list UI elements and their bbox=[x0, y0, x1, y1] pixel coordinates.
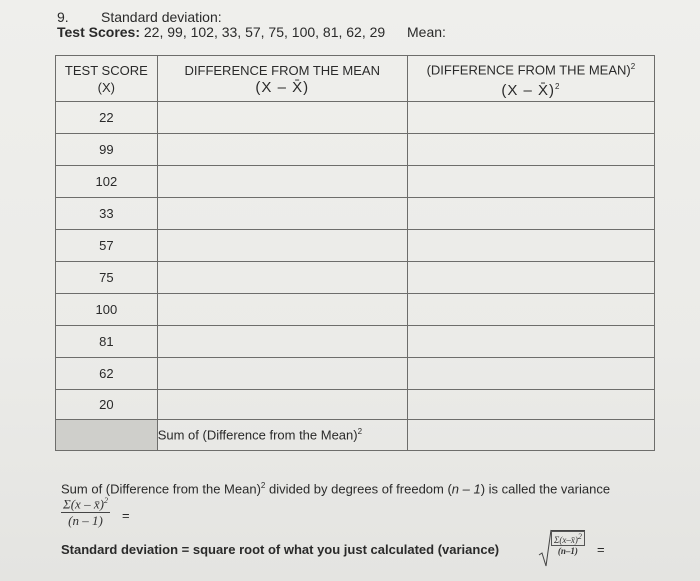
variance-fraction bbox=[61, 496, 110, 529]
variance-exponent: 2 bbox=[260, 481, 266, 490]
difference-input-cell[interactable] bbox=[157, 166, 407, 198]
sum-input-cell[interactable] bbox=[407, 420, 654, 451]
header-difference-squared bbox=[407, 56, 654, 102]
difference-input-cell[interactable] bbox=[157, 358, 407, 390]
score-cell: 22 bbox=[56, 102, 158, 134]
variance-text-b: divided by degrees of freedom ( bbox=[265, 481, 452, 497]
squared-input-cell[interactable] bbox=[407, 390, 654, 420]
question-title: Standard deviation: bbox=[101, 9, 222, 25]
squared-input-cell[interactable] bbox=[407, 326, 654, 358]
table-row bbox=[56, 166, 655, 198]
table-row bbox=[56, 294, 655, 326]
table-row bbox=[56, 326, 655, 358]
table-row bbox=[56, 134, 655, 166]
difference-input-cell[interactable] bbox=[157, 102, 407, 134]
deviation-table bbox=[55, 55, 655, 451]
score-cell: 100 bbox=[56, 294, 158, 326]
header-formula-exponent: 2 bbox=[555, 82, 561, 92]
squared-input-cell[interactable] bbox=[407, 198, 654, 230]
question-number: 9. bbox=[57, 9, 69, 25]
standard-deviation-instruction: Standard deviation = square root of what you just calculated (variance) bbox=[61, 542, 500, 557]
header-difference-squared-label: (DIFFERENCE FROM THE MEAN) bbox=[426, 62, 631, 78]
header-test-score bbox=[56, 56, 158, 102]
squared-input-cell[interactable] bbox=[407, 262, 654, 294]
score-cell: 33 bbox=[56, 198, 158, 230]
table-header-row bbox=[56, 56, 655, 102]
squared-input-cell[interactable] bbox=[407, 102, 654, 134]
table-row bbox=[56, 230, 655, 262]
sd-numerator bbox=[551, 531, 585, 546]
score-cell: 75 bbox=[56, 262, 158, 294]
sd-numerator-exponent: 2 bbox=[577, 532, 582, 541]
header-test-score-label: TEST SCORE bbox=[64, 62, 148, 78]
header-squared-exponent: 2 bbox=[630, 61, 636, 71]
score-cell: 20 bbox=[56, 390, 158, 420]
sd-numerator-text: Σ(x–x̄) bbox=[554, 535, 578, 545]
variance-text-c: ) is called the variance bbox=[480, 481, 611, 497]
sd-denominator: (n–1) bbox=[557, 546, 578, 556]
table-row bbox=[56, 390, 655, 420]
variance-numerator-exponent: 2 bbox=[103, 496, 108, 505]
squared-input-cell[interactable] bbox=[407, 166, 654, 198]
score-cell: 102 bbox=[56, 166, 158, 198]
score-cell: 99 bbox=[56, 134, 158, 166]
score-cell: 57 bbox=[56, 230, 158, 262]
shaded-cell bbox=[56, 420, 158, 451]
sum-label-exponent: 2 bbox=[357, 427, 363, 437]
table-row bbox=[56, 262, 655, 294]
mean-label: Mean: bbox=[407, 24, 446, 40]
squared-input-cell[interactable] bbox=[407, 358, 654, 390]
table-row bbox=[56, 102, 655, 134]
squared-input-cell[interactable] bbox=[407, 134, 654, 166]
difference-input-cell[interactable] bbox=[157, 326, 407, 358]
difference-input-cell[interactable] bbox=[157, 390, 407, 420]
score-cell: 62 bbox=[56, 358, 158, 390]
square-root-icon bbox=[538, 528, 552, 568]
table-row bbox=[56, 358, 655, 390]
header-difference-label: DIFFERENCE FROM THE MEAN bbox=[184, 62, 380, 78]
variance-text-a: Sum of (Difference from the Mean) bbox=[61, 481, 261, 497]
squared-input-cell[interactable] bbox=[407, 294, 654, 326]
variance-numerator bbox=[61, 496, 110, 513]
sd-fraction bbox=[551, 530, 585, 556]
table-row bbox=[56, 198, 655, 230]
header-difference-formula: (X – X̄) bbox=[255, 78, 310, 96]
sum-label-text: Sum of (Difference from the Mean) bbox=[157, 427, 358, 443]
squared-input-cell[interactable] bbox=[407, 230, 654, 262]
score-cell: 81 bbox=[56, 326, 158, 358]
header-difference-squared-formula: (X – X̄) bbox=[501, 82, 556, 100]
test-scores-line bbox=[57, 24, 385, 40]
variance-n-term: n – 1 bbox=[451, 481, 481, 497]
header-difference-squared-label-wrap bbox=[408, 58, 654, 78]
variance-description bbox=[61, 481, 610, 496]
difference-input-cell[interactable] bbox=[157, 294, 407, 326]
difference-input-cell[interactable] bbox=[157, 262, 407, 294]
header-difference bbox=[157, 56, 407, 102]
difference-input-cell[interactable] bbox=[157, 198, 407, 230]
variance-denominator: (n – 1) bbox=[68, 513, 103, 529]
difference-input-cell[interactable] bbox=[157, 230, 407, 262]
header-test-score-symbol: (X) bbox=[97, 79, 116, 95]
difference-input-cell[interactable] bbox=[157, 134, 407, 166]
header-difference-squared-formula-wrap bbox=[408, 78, 654, 99]
sum-label bbox=[157, 420, 407, 451]
variance-numerator-text: Σ(x – x̄) bbox=[63, 496, 104, 512]
sd-equals: = bbox=[597, 542, 605, 557]
test-scores-label: Test Scores: bbox=[57, 24, 140, 40]
variance-equals: = bbox=[122, 508, 130, 523]
sum-row bbox=[56, 420, 655, 451]
test-scores-values: 22, 99, 102, 33, 57, 75, 100, 81, 62, 29 bbox=[140, 24, 386, 40]
